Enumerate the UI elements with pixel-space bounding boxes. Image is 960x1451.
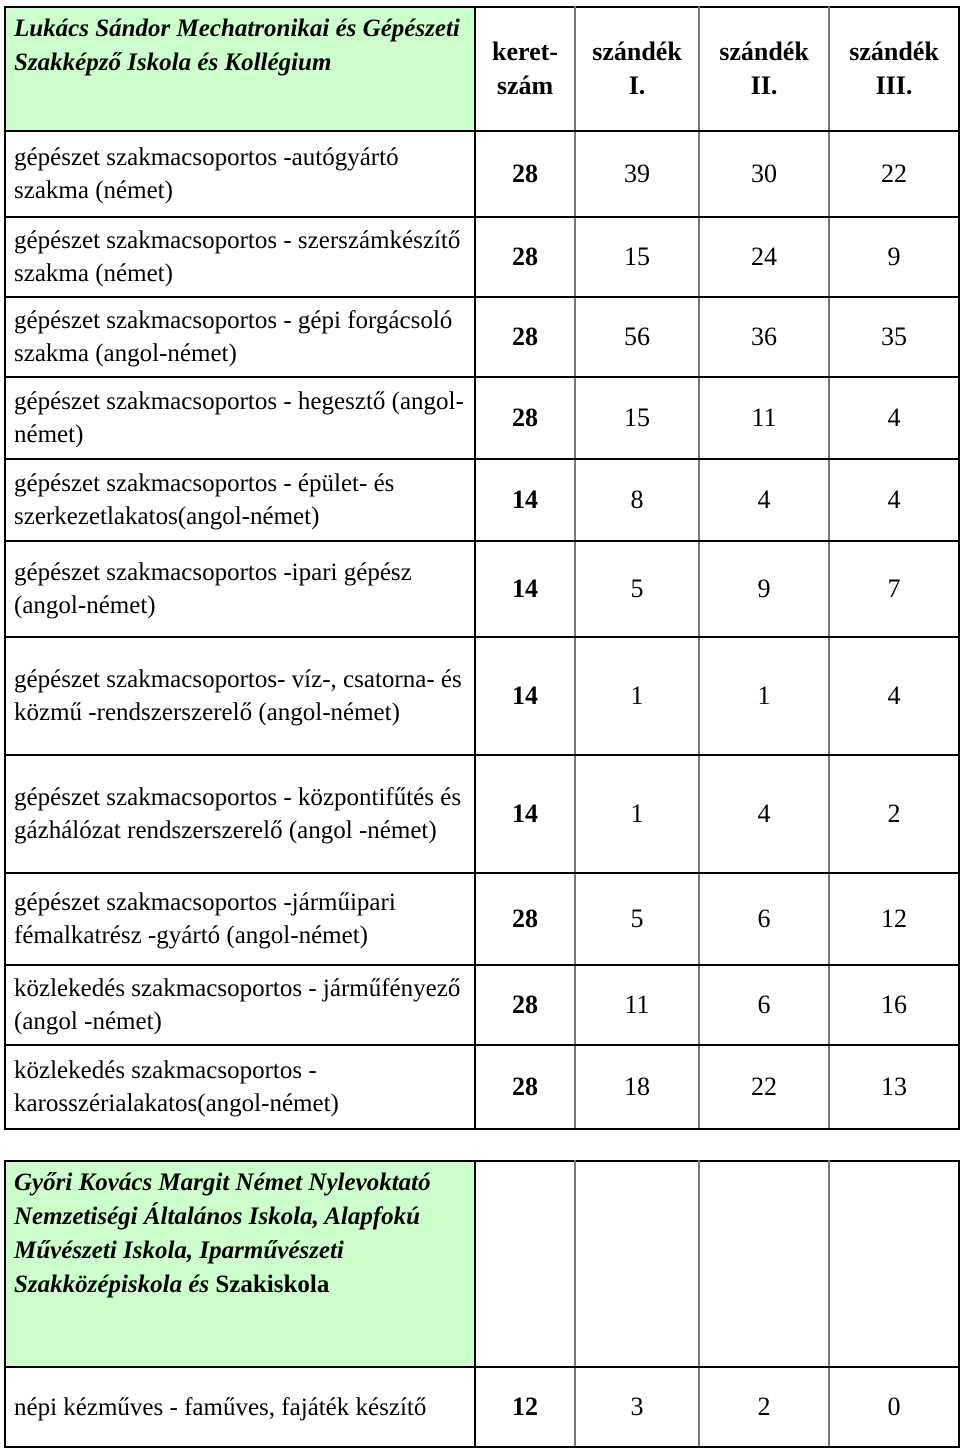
keretszam-value: 14 (475, 637, 575, 755)
szandek3-value: 4 (829, 377, 959, 459)
school2-name-text: Győri Kovács Margit Német Nylevoktató Nemzetiségi Általános Iskola, Alapfokú Művészeti Iskola, Iparművészeti Szakközépiskola és (14, 1169, 431, 1298)
table-row (5, 965, 959, 1045)
col-szandek1-line2: I. (628, 71, 646, 100)
keretszam-value: 28 (475, 1045, 575, 1129)
header-row (5, 7, 959, 131)
col-szandek2-header (699, 7, 829, 131)
szandek1-value: 1 (575, 637, 699, 755)
col-szandek2-line2: II. (750, 71, 778, 100)
program-name: gépészet szakmacsoportos -ipari gépész (angol-német) (5, 541, 475, 637)
szandek2-value: 24 (699, 217, 829, 297)
szandek2-value: 4 (699, 459, 829, 541)
school2-table (4, 1160, 960, 1448)
col-szandek1-header (575, 7, 699, 131)
szandek3-value: 0 (829, 1367, 959, 1447)
keretszam-value: 28 (475, 873, 575, 965)
szandek2-value: 4 (699, 755, 829, 873)
szandek2-value: 36 (699, 297, 829, 377)
szandek2-value: 6 (699, 965, 829, 1045)
school2-header-row (5, 1161, 959, 1367)
szandek1-value: 1 (575, 755, 699, 873)
table-row (5, 1367, 959, 1447)
szandek1-value: 8 (575, 459, 699, 541)
col-keretszam-line2: szám (496, 71, 554, 100)
szandek3-value: 22 (829, 131, 959, 217)
keretszam-value: 14 (475, 541, 575, 637)
program-name: gépészet szakmacsoportos - hegesztő (angol-német) (5, 377, 475, 459)
szandek2-value: 1 (699, 637, 829, 755)
table-row (5, 377, 959, 459)
table-row (5, 217, 959, 297)
table-row (5, 873, 959, 965)
szandek2-value: 9 (699, 541, 829, 637)
szandek3-value: 16 (829, 965, 959, 1045)
school1-table (4, 6, 960, 1130)
szandek1-value: 11 (575, 965, 699, 1045)
program-name: népi kézműves - faműves, fajáték készítő (5, 1367, 475, 1447)
school2-name-tail: Szakiskola (215, 1271, 330, 1298)
col-szandek2-line1: szándék (719, 37, 809, 66)
szandek3-value: 9 (829, 217, 959, 297)
szandek2-value: 6 (699, 873, 829, 965)
szandek1-value: 56 (575, 297, 699, 377)
keretszam-value: 28 (475, 965, 575, 1045)
col-szandek3-line1: szándék (849, 37, 939, 66)
col-keretszam-line1: keret- (492, 37, 558, 66)
szandek3-value: 4 (829, 637, 959, 755)
program-name: gépészet szakmacsoportos - központifűtés és gázhálózat rendszerszerelő (angol -német) (5, 755, 475, 873)
col-szandek3-line2: III. (875, 71, 913, 100)
program-name: gépészet szakmacsoportos- víz-, csatorna- és közmű -rendszerszerelő (angol-német) (5, 637, 475, 755)
col-szandek1-line1: szándék (592, 37, 682, 66)
empty-cell (575, 1161, 699, 1367)
szandek3-value: 13 (829, 1045, 959, 1129)
keretszam-value: 14 (475, 755, 575, 873)
keretszam-value: 28 (475, 377, 575, 459)
szandek2-value: 11 (699, 377, 829, 459)
school2-name (5, 1161, 475, 1367)
szandek2-value: 22 (699, 1045, 829, 1129)
program-name: gépészet szakmacsoportos - épület- és szerkezetlakatos(angol-német) (5, 459, 475, 541)
table-row (5, 637, 959, 755)
szandek3-value: 12 (829, 873, 959, 965)
table-row (5, 1045, 959, 1129)
col-szandek3-header (829, 7, 959, 131)
szandek3-value: 35 (829, 297, 959, 377)
keretszam-value: 12 (475, 1367, 575, 1447)
empty-cell (475, 1161, 575, 1367)
szandek1-value: 15 (575, 217, 699, 297)
empty-cell (699, 1161, 829, 1367)
program-name: gépészet szakmacsoportos - szerszámkészítő szakma (német) (5, 217, 475, 297)
szandek1-value: 18 (575, 1045, 699, 1129)
szandek1-value: 3 (575, 1367, 699, 1447)
table-row (5, 459, 959, 541)
col-keretszam-header (475, 7, 575, 131)
szandek1-value: 5 (575, 541, 699, 637)
szandek2-value: 30 (699, 131, 829, 217)
table-row (5, 297, 959, 377)
table-row (5, 131, 959, 217)
keretszam-value: 14 (475, 459, 575, 541)
szandek3-value: 2 (829, 755, 959, 873)
program-name: gépészet szakmacsoportos - gépi forgácsoló szakma (angol-német) (5, 297, 475, 377)
program-name: gépészet szakmacsoportos -autógyártó szakma (német) (5, 131, 475, 217)
table-row (5, 755, 959, 873)
school1-name (5, 7, 475, 131)
keretszam-value: 28 (475, 131, 575, 217)
table-row (5, 541, 959, 637)
program-name: közlekedés szakmacsoportos - karosszérialakatos(angol-német) (5, 1045, 475, 1129)
school1-name-text: Lukács Sándor Mechatronikai és Gépészeti Szakképző Iskola és Kollégium (14, 15, 460, 76)
keretszam-value: 28 (475, 217, 575, 297)
szandek1-value: 5 (575, 873, 699, 965)
program-name: gépészet szakmacsoportos -járműipari fémalkatrész -gyártó (angol-német) (5, 873, 475, 965)
keretszam-value: 28 (475, 297, 575, 377)
szandek1-value: 15 (575, 377, 699, 459)
szandek2-value: 2 (699, 1367, 829, 1447)
program-name: közlekedés szakmacsoportos - járműfényező (angol -német) (5, 965, 475, 1045)
szandek3-value: 7 (829, 541, 959, 637)
szandek1-value: 39 (575, 131, 699, 217)
empty-cell (829, 1161, 959, 1367)
szandek3-value: 4 (829, 459, 959, 541)
